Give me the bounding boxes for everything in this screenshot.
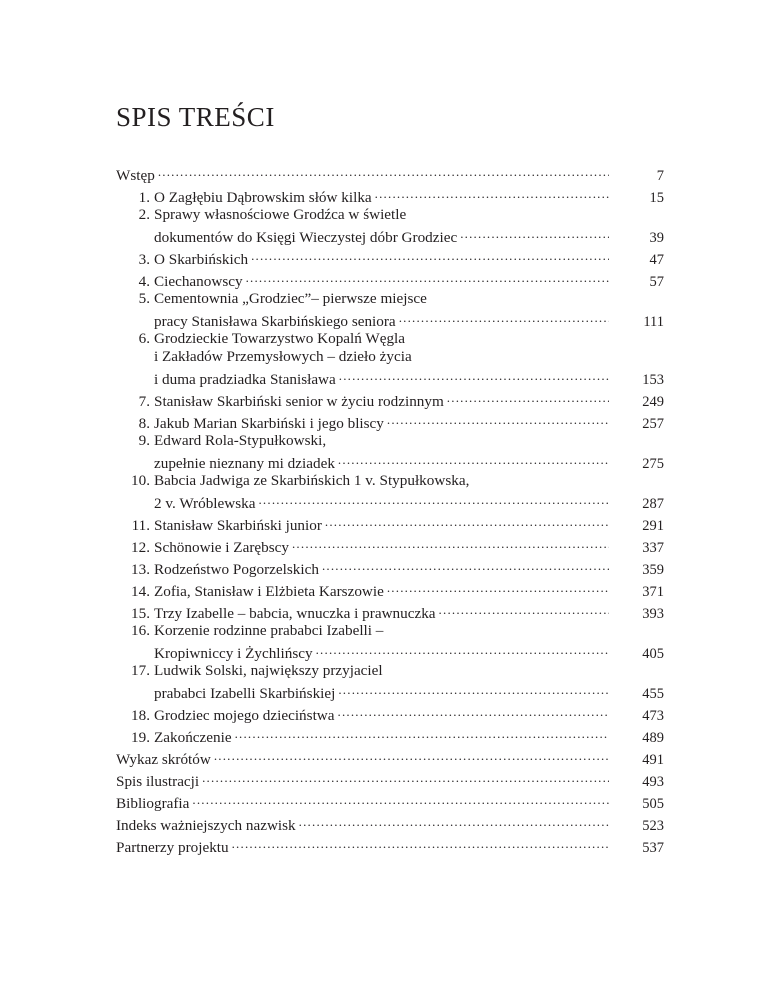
toc-entry-title: Grodziec mojego dzieciństwa bbox=[154, 707, 335, 724]
toc-page-number: 537 bbox=[642, 840, 664, 856]
toc-entry bbox=[116, 662, 664, 702]
toc-entry bbox=[116, 432, 664, 472]
toc-entry bbox=[116, 622, 664, 662]
toc-entry bbox=[116, 534, 664, 556]
toc-entry-last-line bbox=[116, 680, 664, 702]
toc-entry bbox=[116, 512, 664, 534]
toc-entry-last-line bbox=[116, 388, 664, 410]
toc-entry-title: Wykaz skrótów bbox=[116, 751, 211, 768]
dot-leader bbox=[246, 268, 609, 286]
toc-entry-last-line bbox=[116, 834, 664, 856]
toc-entry-line bbox=[116, 330, 664, 348]
toc-entry-last-line bbox=[116, 366, 664, 388]
toc-entry-number: 17. bbox=[131, 662, 150, 679]
toc-entry-number: 7. bbox=[138, 393, 150, 410]
toc-entry-number: 10. bbox=[131, 472, 150, 489]
toc-entry-title: O Skarbińskich bbox=[154, 251, 249, 268]
toc-entry bbox=[116, 746, 664, 768]
toc-entry-number: 15. bbox=[131, 605, 150, 622]
dot-leader bbox=[339, 366, 609, 384]
toc-entry-last-line bbox=[116, 268, 664, 290]
toc-entry-title: i duma pradziadka Stanisława bbox=[154, 371, 336, 388]
toc-entry-last-line bbox=[116, 724, 664, 746]
toc-page-number: 491 bbox=[642, 752, 664, 768]
toc-page-number: 455 bbox=[642, 686, 664, 702]
dot-leader bbox=[447, 388, 609, 406]
toc-entry-title: 2 v. Wróblewska bbox=[154, 495, 256, 512]
toc-page-number: 337 bbox=[642, 540, 664, 556]
toc-entry bbox=[116, 472, 664, 512]
toc-page-number: 473 bbox=[642, 708, 664, 724]
toc-entry-line bbox=[116, 622, 664, 640]
toc-entry-last-line bbox=[116, 184, 664, 206]
toc-entry-title: Bibliografia bbox=[116, 795, 190, 812]
dot-leader bbox=[292, 534, 609, 552]
dot-leader bbox=[202, 768, 609, 786]
dot-leader bbox=[387, 410, 609, 428]
toc-page-number: 275 bbox=[642, 456, 664, 472]
toc-entry-title: Spis ilustracji bbox=[116, 773, 200, 790]
toc-entry-title: Jakub Marian Skarbiński i jego bliscy bbox=[154, 415, 384, 432]
toc-entry bbox=[116, 410, 664, 432]
toc-entry-title: Rodzeństwo Pogorzelskich bbox=[154, 561, 319, 578]
toc-entry-title: Ciechanowscy bbox=[154, 273, 243, 290]
toc-page-number: 153 bbox=[642, 372, 664, 388]
toc-entry-title: Kropiwniccy i Żychlińscy bbox=[154, 645, 313, 662]
toc-entry-number: 19. bbox=[131, 729, 150, 746]
dot-leader bbox=[387, 578, 609, 596]
toc-entry-last-line bbox=[116, 790, 664, 812]
dot-leader bbox=[316, 640, 609, 658]
toc-entry-number: 2. bbox=[138, 206, 150, 223]
toc-entry bbox=[116, 330, 664, 388]
dot-leader bbox=[192, 790, 609, 808]
toc-entry bbox=[116, 290, 664, 330]
dot-leader bbox=[460, 224, 609, 242]
dot-leader bbox=[299, 812, 609, 830]
toc-entry bbox=[116, 556, 664, 578]
toc-page-number: 249 bbox=[642, 394, 664, 410]
toc-page-number: 57 bbox=[649, 274, 664, 290]
toc-entry-last-line bbox=[116, 702, 664, 724]
toc-entry-line bbox=[116, 662, 664, 680]
page-title: SPIS TREŚCI bbox=[116, 102, 275, 132]
toc-entry-last-line bbox=[116, 556, 664, 578]
toc-entry bbox=[116, 834, 664, 856]
toc-entry-number: 12. bbox=[131, 539, 150, 556]
toc-page-number: 47 bbox=[649, 252, 664, 268]
toc-page-number: 291 bbox=[642, 518, 664, 534]
toc-entry-number: 18. bbox=[131, 707, 150, 724]
toc-entry-title: Babcia Jadwiga ze Skarbińskich 1 v. Stypułkowska, bbox=[154, 472, 470, 489]
toc-entry bbox=[116, 246, 664, 268]
toc-entry-last-line bbox=[116, 308, 664, 330]
toc-page-number: 489 bbox=[642, 730, 664, 746]
toc-entry bbox=[116, 724, 664, 746]
toc-page-number: 15 bbox=[649, 190, 664, 206]
dot-leader bbox=[251, 246, 609, 264]
toc-entry bbox=[116, 812, 664, 834]
toc-entry-number: 9. bbox=[138, 432, 150, 449]
dot-leader bbox=[235, 724, 609, 742]
table-of-contents bbox=[116, 162, 664, 856]
toc-entry-line bbox=[116, 348, 664, 366]
dot-leader bbox=[375, 184, 609, 202]
toc-entry-number: 1. bbox=[138, 189, 150, 206]
toc-page-number: 39 bbox=[649, 230, 664, 246]
toc-entry-title: Wstęp bbox=[116, 167, 155, 184]
toc-entry-last-line bbox=[116, 450, 664, 472]
toc-entry-last-line bbox=[116, 512, 664, 534]
toc-page-number: 393 bbox=[642, 606, 664, 622]
toc-entry-last-line bbox=[116, 246, 664, 268]
toc-entry-title: Stanisław Skarbiński senior w życiu rodzinnym bbox=[154, 393, 444, 410]
toc-entry bbox=[116, 268, 664, 290]
toc-entry-number: 14. bbox=[131, 583, 150, 600]
toc-entry-title: Ludwik Solski, największy przyjaciel bbox=[154, 662, 383, 679]
dot-leader bbox=[439, 600, 609, 618]
toc-page-number: 371 bbox=[642, 584, 664, 600]
toc-page-number: 287 bbox=[642, 496, 664, 512]
toc-page-number: 359 bbox=[642, 562, 664, 578]
toc-entry-title: Schönowie i Zarębscy bbox=[154, 539, 289, 556]
toc-page-number: 493 bbox=[642, 774, 664, 790]
dot-leader bbox=[232, 834, 609, 852]
toc-entry-last-line bbox=[116, 490, 664, 512]
toc-page-number: 7 bbox=[656, 168, 664, 184]
toc-page-number: 257 bbox=[642, 416, 664, 432]
dot-leader bbox=[338, 450, 609, 468]
toc-entry-title: Indeks ważniejszych nazwisk bbox=[116, 817, 296, 834]
toc-entry bbox=[116, 600, 664, 622]
toc-entry-last-line bbox=[116, 534, 664, 556]
toc-page-number: 505 bbox=[642, 796, 664, 812]
toc-entry-title: Korzenie rodzinne prababci Izabelli – bbox=[154, 622, 384, 639]
toc-entry bbox=[116, 184, 664, 206]
toc-entry-title: Sprawy własnościowe Grodźca w świetle bbox=[154, 206, 407, 223]
toc-entry-title: Grodzieckie Towarzystwo Kopalń Węgla bbox=[154, 330, 405, 347]
toc-entry-title: Partnerzy projektu bbox=[116, 839, 229, 856]
dot-leader bbox=[158, 162, 609, 180]
toc-entry-last-line bbox=[116, 812, 664, 834]
dot-leader bbox=[338, 680, 609, 698]
toc-entry-title: dokumentów do Księgi Wieczystej dóbr Grodziec bbox=[154, 229, 458, 246]
toc-entry-last-line bbox=[116, 746, 664, 768]
toc-entry-number: 3. bbox=[138, 251, 150, 268]
toc-entry-title: O Zagłębiu Dąbrowskim słów kilka bbox=[154, 189, 372, 206]
toc-entry bbox=[116, 702, 664, 724]
toc-page-number: 405 bbox=[642, 646, 664, 662]
toc-entry-title: Edward Rola-Stypułkowski, bbox=[154, 432, 327, 449]
toc-entry-number: 8. bbox=[138, 415, 150, 432]
toc-entry-last-line bbox=[116, 768, 664, 790]
toc-entry-number: 6. bbox=[138, 330, 150, 347]
toc-entry bbox=[116, 790, 664, 812]
toc-entry bbox=[116, 578, 664, 600]
dot-leader bbox=[399, 308, 609, 326]
toc-entry-title: Zakończenie bbox=[154, 729, 232, 746]
toc-entry-title: Trzy Izabelle – babcia, wnuczka i prawnuczka bbox=[154, 605, 436, 622]
toc-entry bbox=[116, 388, 664, 410]
toc-entry bbox=[116, 162, 664, 184]
dot-leader bbox=[322, 556, 609, 574]
toc-entry-number: 4. bbox=[138, 273, 150, 290]
toc-entry-number: 16. bbox=[131, 622, 150, 639]
toc-entry-title: i Zakładów Przemysłowych – dzieło życia bbox=[154, 348, 412, 365]
toc-entry-last-line bbox=[116, 640, 664, 662]
dot-leader bbox=[325, 512, 609, 530]
toc-entry-line bbox=[116, 432, 664, 450]
dot-leader bbox=[338, 702, 610, 720]
toc-entry-last-line bbox=[116, 224, 664, 246]
toc-entry-title: zupełnie nieznany mi dziadek bbox=[154, 455, 335, 472]
toc-entry-number: 5. bbox=[138, 290, 150, 307]
toc-entry-last-line bbox=[116, 410, 664, 432]
toc-entry-title: Cementownia „Grodziec”– pierwsze miejsce bbox=[154, 290, 427, 307]
dot-leader bbox=[258, 490, 609, 508]
toc-entry-title: pracy Stanisława Skarbińskiego seniora bbox=[154, 313, 396, 330]
toc-entry-line bbox=[116, 206, 664, 224]
toc-entry-title: prababci Izabelli Skarbińskiej bbox=[154, 685, 336, 702]
toc-entry-last-line bbox=[116, 578, 664, 600]
toc-entry-last-line bbox=[116, 162, 664, 184]
toc-entry-title: Stanisław Skarbiński junior bbox=[154, 517, 322, 534]
toc-entry-line bbox=[116, 472, 664, 490]
dot-leader bbox=[214, 746, 609, 764]
toc-page-number: 111 bbox=[643, 314, 664, 330]
toc-entry-title: Zofia, Stanisław i Elżbieta Karszowie bbox=[154, 583, 384, 600]
toc-entry bbox=[116, 206, 664, 246]
toc-entry-number: 11. bbox=[131, 517, 150, 534]
toc-entry-line bbox=[116, 290, 664, 308]
toc-entry-last-line bbox=[116, 600, 664, 622]
toc-entry-number: 13. bbox=[131, 561, 150, 578]
toc-page-number: 523 bbox=[642, 818, 664, 834]
toc-entry bbox=[116, 768, 664, 790]
